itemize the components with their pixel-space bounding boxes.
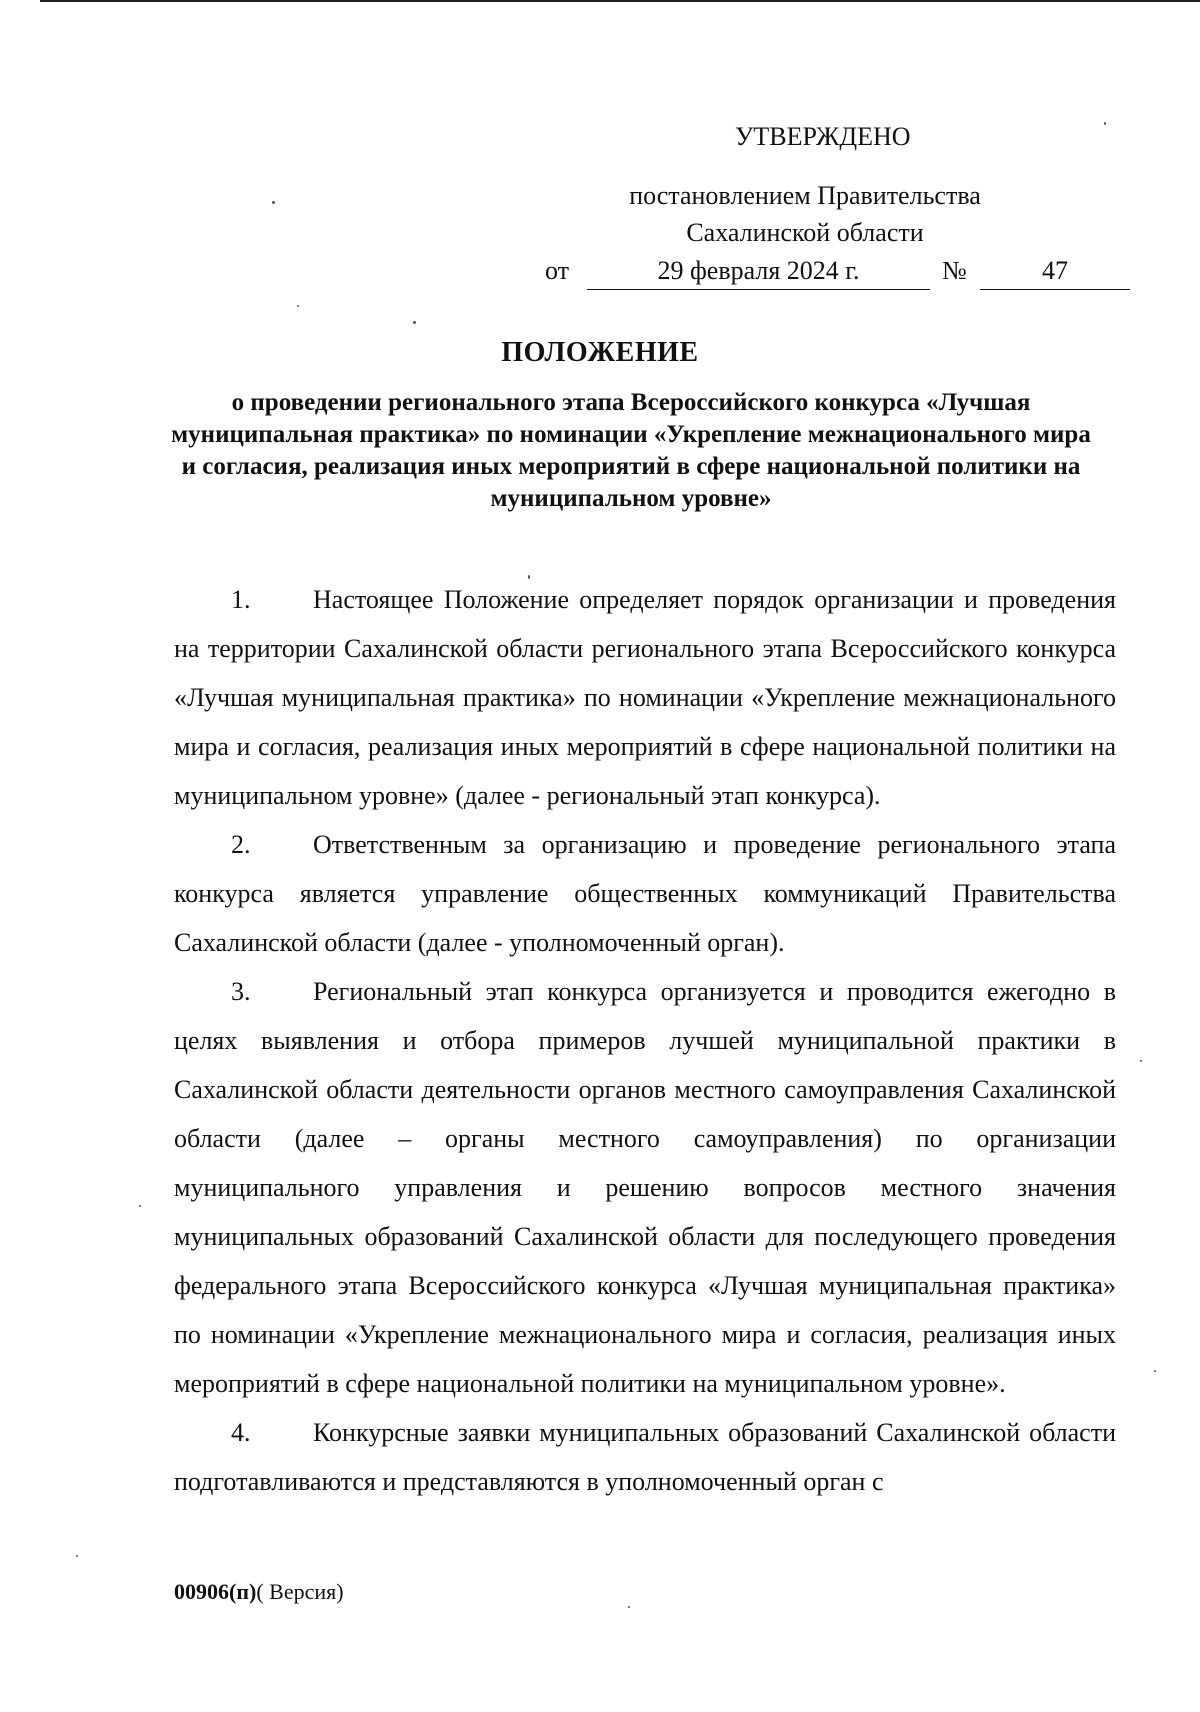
scan-speck <box>139 1205 141 1207</box>
from-label: от <box>545 256 570 285</box>
paragraph-text: Ответственным за организацию и проведение регионального этапа конкурса является управление общественных коммуникаций Правительства Сахалинской области (далее - уполномоченный орган). <box>174 830 1116 957</box>
scan-speck <box>272 201 275 204</box>
paragraph-4 <box>174 1408 1116 1506</box>
approval-date-row <box>545 252 1145 292</box>
paragraph-number: 3. <box>231 977 251 1006</box>
scan-speck <box>413 321 416 324</box>
number-label: № <box>942 256 967 285</box>
paragraph-number: 4. <box>231 1418 251 1447</box>
scan-speck <box>628 1606 630 1608</box>
paragraph-text: Настоящее Положение определяет порядок организации и проведения на территории Сахалинской области регионального этапа Всероссийского конкурса «Лучшая муниципальная практика» по номинации «Укрепление межнационального мира и согласия, реализация иных мероприятий в сфере национальной политики на муниципальном уровне» (далее - региональный этап конкурса). <box>174 585 1116 810</box>
paragraph-2 <box>174 820 1116 967</box>
document-title: ПОЛОЖЕНИЕ <box>501 337 699 368</box>
approval-line-1: постановлением Правительства <box>629 181 981 210</box>
approval-date: 29 февраля 2024 г. <box>587 252 930 290</box>
scan-speck <box>297 305 299 307</box>
paragraph-1 <box>174 575 1116 820</box>
scan-speck <box>1140 1060 1142 1062</box>
approval-line-2: Сахалинской области <box>686 218 924 247</box>
document-version: ( Версия) <box>256 1579 344 1604</box>
document-footer <box>174 1579 344 1605</box>
scan-speck <box>1154 1370 1156 1372</box>
approval-stamp-block <box>545 118 1145 292</box>
document-subtitle: о проведении регионального этапа Всероссийского конкурса «Лучшая муниципальная практика» по номинации «Укрепление межнационального мира и согласия, реализация иных мероприятий в сфере национальной политики на муниципальном уровне» <box>171 389 1091 512</box>
paragraph-3 <box>174 967 1116 1408</box>
scan-speck <box>76 1555 78 1557</box>
scan-top-edge <box>40 0 1200 2</box>
document-code: 00906(п) <box>174 1579 257 1604</box>
approval-title: УТВЕРЖДЕНО <box>735 122 911 151</box>
scan-speck <box>528 575 530 579</box>
paragraph-number: 1. <box>231 585 251 614</box>
paragraph-text: Конкурсные заявки муниципальных образований Сахалинской области подготавливаются и представляются в уполномоченный орган с <box>174 1418 1116 1496</box>
document-body <box>174 575 1116 1506</box>
scan-speck <box>1104 122 1106 125</box>
paragraph-number: 2. <box>231 830 251 859</box>
approval-number: 47 <box>980 252 1130 290</box>
paragraph-text: Региональный этап конкурса организуется и проводится ежегодно в целях выявления и отбора примеров лучшей муниципальной практики в Сахалинской области деятельности органов местного самоуправления Сахалинской области (далее – органы местного самоуправления) по организации муниципального управления и решению вопросов местного значения муниципальных образований Сахалинской области для последующего проведения федерального этапа Всероссийского конкурса «Лучшая муниципальная практика» по номинации «Укрепление межнационального мира и согласия, реализация иных мероприятий в сфере национальной политики на муниципальном уровне». <box>174 977 1116 1398</box>
